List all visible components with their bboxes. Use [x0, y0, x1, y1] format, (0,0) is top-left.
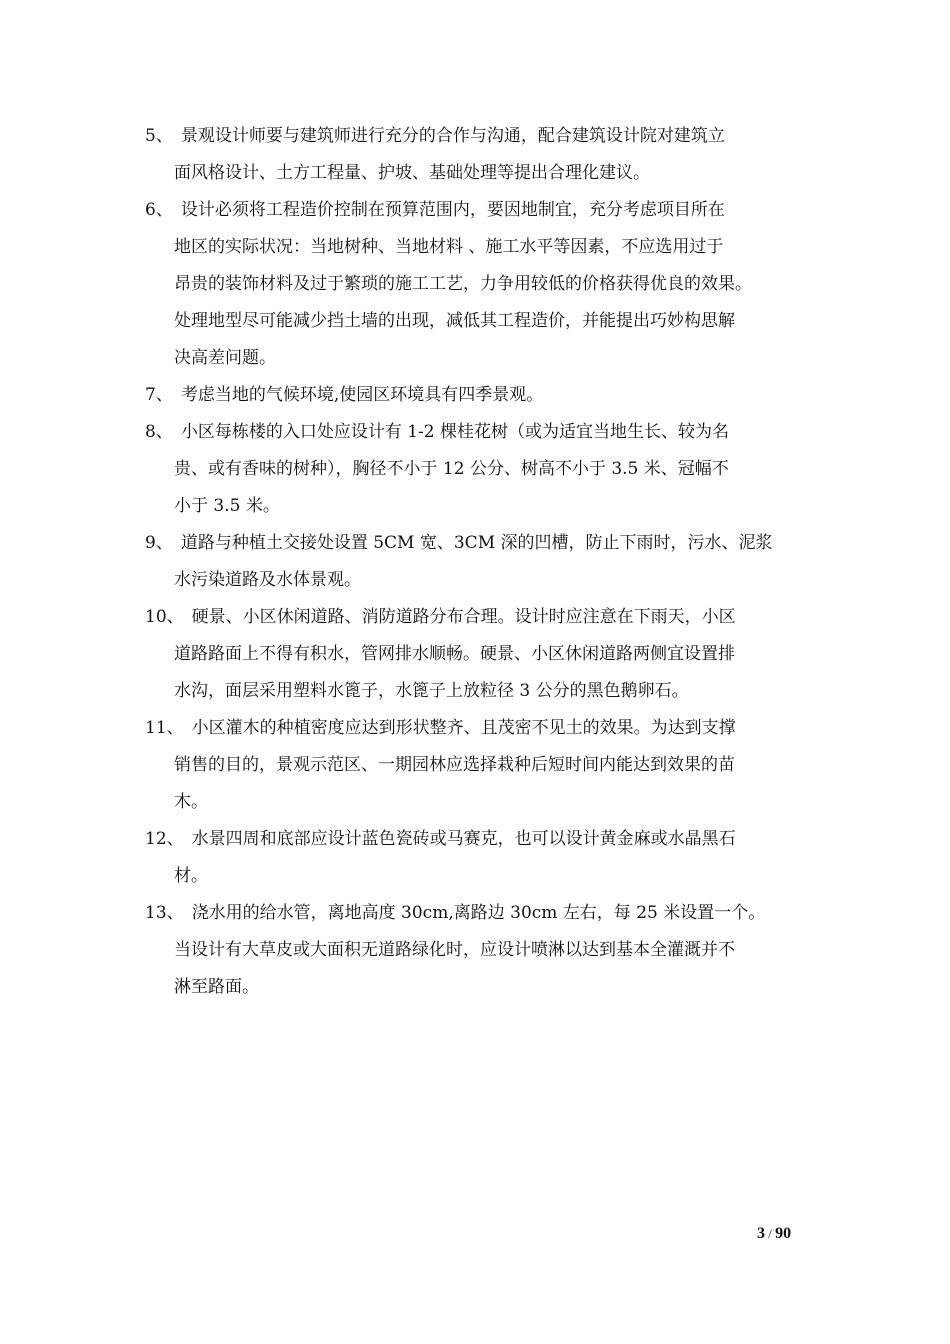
- list-item-text-line: 设计必须将工程造价控制在预算范围内，要因地制宜，充分考虑项目所在: [180, 200, 725, 220]
- list-item-number: 13、: [145, 903, 184, 923]
- list-item-text-line: 水污染道路及水体景观。: [174, 570, 361, 590]
- document-body: [145, 118, 815, 1006]
- list-item-number: 10、: [145, 607, 184, 627]
- list-item-text-line: 浇水用的给水管，离地高度 30cm,离路边 30cm 左右，每 25 米设置一个。: [191, 903, 766, 923]
- list-item-text-line: 昂贵的装饰材料及过于繁琐的施工工艺，力争用较低的价格获得优良的效果。: [174, 274, 752, 294]
- list-item-text-line: 水景四周和底部应设计蓝色瓷砖或马赛克，也可以设计黄金麻或水晶黑石: [191, 829, 736, 849]
- list-item-text-line: 决高差问题。: [174, 348, 276, 368]
- list-item-number: 12、: [145, 829, 184, 849]
- list-item-text-line: 销售的目的，景观示范区、一期园林应选择栽种后短时间内能达到效果的苗: [174, 755, 735, 775]
- page-separator: /: [768, 1226, 772, 1241]
- list-item: [145, 192, 815, 377]
- list-item-text-line: 硬景、小区休闲道路、消防道路分布合理。设计时应注意在下雨天，小区: [191, 607, 736, 627]
- list-item: [145, 821, 815, 895]
- list-item: [145, 377, 815, 414]
- list-item-text-line: 小区每栋楼的入口处应设计有 1-2 棵桂花树（或为适宜当地生长、较为名: [180, 422, 730, 442]
- list-item-text-line: 小区灌木的种植密度应达到形状整齐、且茂密不见土的效果。为达到支撑: [191, 718, 736, 738]
- list-item-text-line: 水沟，面层采用塑料水篦子，水篦子上放粒径 3 公分的黑色鹅卵石。: [174, 681, 689, 701]
- page-number: [757, 1225, 791, 1243]
- list-item-text-line: 道路路面上不得有积水，管网排水顺畅。硬景、小区休闲道路两侧宜设置排: [174, 644, 735, 664]
- list-item-text-line: 当设计有大草皮或大面积无道路绿化时，应设计喷淋以达到基本全灌溉并不: [174, 940, 735, 960]
- list-item: [145, 895, 815, 1006]
- list-item-text-line: 地区的实际状况：当地树种、当地材料 、施工水平等因素，不应选用过于: [174, 237, 724, 257]
- list-item-text-line: 道路与种植土交接处设置 5CM 宽、3CM 深的凹槽，防止下雨时，污水、泥浆: [180, 533, 773, 553]
- list-item-text-line: 材。: [174, 866, 208, 886]
- list-item-text-line: 木。: [174, 792, 208, 812]
- list-item: [145, 599, 815, 710]
- list-item-text-line: 处理地型尽可能减少挡土墙的出现，减低其工程造价，并能提出巧妙构思解: [174, 311, 735, 331]
- list-item-number: 9、: [145, 533, 173, 553]
- list-item-text-line: 贵、或有香味的树种），胸径不小于 12 公分、树高不小于 3.5 米、冠幅不: [174, 459, 729, 479]
- list-item-number: 7、: [145, 385, 173, 405]
- list-item: [145, 118, 815, 192]
- list-item-text-line: 淋至路面。: [174, 977, 259, 997]
- list-item: [145, 525, 815, 599]
- list-item-text-line: 考虑当地的气候环境,使园区环境具有四季景观。: [180, 385, 544, 405]
- list-item-number: 8、: [145, 422, 173, 442]
- list-item: [145, 414, 815, 525]
- list-item-text-line: 面风格设计、土方工程量、护坡、基础处理等提出合理化建议。: [174, 163, 650, 183]
- list-item-text-line: 小于 3.5 米。: [174, 496, 280, 516]
- page-total: 90: [775, 1225, 792, 1242]
- list-item-number: 11、: [145, 718, 184, 738]
- page-current: 3: [757, 1225, 765, 1242]
- list-item-text-line: 景观设计师要与建筑师进行充分的合作与沟通，配合建筑设计院对建筑立: [180, 126, 725, 146]
- list-item: [145, 710, 815, 821]
- list-item-number: 6、: [145, 200, 173, 220]
- list-item-number: 5、: [145, 126, 173, 146]
